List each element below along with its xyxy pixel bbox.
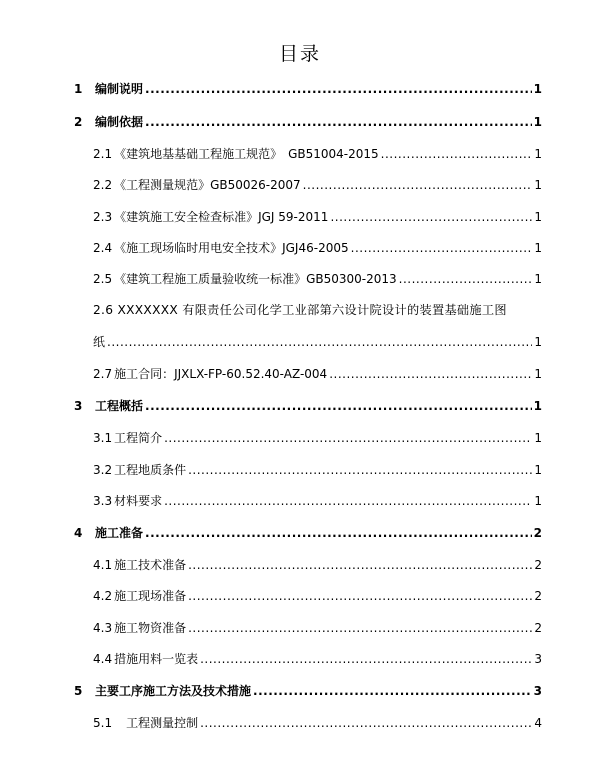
toc-entry-page: 1 [533, 115, 542, 129]
toc-entry-label: 编制依据 [95, 115, 144, 129]
toc-entry-page: 1 [534, 463, 542, 477]
toc-entry-2-1[interactable] [93, 144, 542, 164]
toc-entry-label: 《工程测量规范》GB50026-2007 [114, 178, 301, 192]
toc-leader-dots [164, 491, 532, 511]
toc-entry-page: 3 [533, 684, 542, 698]
toc-entry-1[interactable] [74, 79, 542, 99]
toc-leader-dots [145, 79, 532, 99]
toc-entry-page: 2 [534, 589, 542, 603]
toc-entry-2-7[interactable] [93, 364, 542, 384]
toc-entry-page: 1 [534, 367, 542, 381]
toc-entry-number: 1 [74, 82, 83, 96]
toc-entry-number: 2.5 [93, 272, 113, 286]
toc-leader-dots [329, 364, 532, 384]
toc-entry-page: 1 [534, 210, 542, 224]
toc-entry-page: 1 [534, 147, 542, 161]
toc-leader-dots [381, 144, 533, 164]
toc-entry-number: 4 [74, 526, 83, 540]
toc-entry-label: 《建筑施工安全检查标准》JGJ 59-2011 [114, 210, 329, 224]
toc-leader-dots [188, 586, 532, 606]
toc-entry-number: 4.1 [93, 558, 113, 572]
toc-entry-number: 4.4 [93, 652, 113, 666]
toc-entry-label: 措施用料一览表 [114, 652, 199, 666]
toc-leader-dots [188, 618, 532, 638]
toc-entry-number: 2.6 [93, 303, 114, 317]
toc-leader-dots [188, 460, 532, 480]
toc-entry-number: 2.3 [93, 210, 113, 224]
toc-entry-2-3[interactable] [93, 207, 542, 227]
toc-leader-dots [330, 207, 532, 227]
toc-leader-dots [200, 649, 532, 669]
toc-entry-label: 工程简介 [114, 431, 163, 445]
toc-entry-4-2[interactable] [93, 586, 542, 606]
toc-entry-label: XXXXXXX 有限责任公司化学工业部第六设计院设计的装置基础施工图 [117, 303, 507, 317]
toc-entry-page: 1 [533, 399, 542, 413]
toc-entry-3-3[interactable] [93, 491, 542, 511]
toc-entry-4-1[interactable] [93, 555, 542, 575]
toc-entry-label: 施工现场准备 [114, 589, 187, 603]
toc-entry-2-6-line2[interactable] [93, 332, 542, 352]
toc-entry-page: 1 [534, 431, 542, 445]
toc-entry-2-2[interactable] [93, 175, 542, 195]
toc-entry-label-continued: 纸 [93, 335, 106, 349]
toc-entry-number: 2.1 [93, 147, 113, 161]
toc-leader-dots [351, 238, 533, 258]
toc-entry-label: 工程概括 [95, 399, 144, 413]
toc-entry-label: 施工技术准备 [114, 558, 187, 572]
toc-entry-page: 2 [533, 526, 542, 540]
toc-leader-dots [253, 681, 532, 701]
toc-entry-3[interactable] [74, 396, 542, 416]
toc-entry-4-4[interactable] [93, 649, 542, 669]
toc-entry-3-1[interactable] [93, 428, 542, 448]
toc-entry-number: 3.2 [93, 463, 113, 477]
toc-leader-dots [145, 523, 532, 543]
toc-entry-number: 2.2 [93, 178, 113, 192]
toc-leader-dots [200, 713, 532, 733]
toc-entry-number: 3.3 [93, 494, 113, 508]
toc-entry-number: 3.1 [93, 431, 113, 445]
toc-entry-number: 3 [74, 399, 83, 413]
toc-leader-dots [145, 112, 532, 132]
toc-entry-label: 《施工现场临时用电安全技术》JGJ46-2005 [114, 241, 349, 255]
toc-entry-number: 2.4 [93, 241, 113, 255]
toc-entry-page: 1 [534, 241, 542, 255]
toc-entry-page: 1 [533, 82, 542, 96]
toc-leader-dots [188, 555, 532, 575]
toc-entry-number: 2 [74, 115, 83, 129]
toc-entry-number: 4.2 [93, 589, 113, 603]
toc-leader-dots [399, 269, 533, 289]
toc-entry-page: 4 [534, 716, 542, 730]
toc-entry-label: 工程测量控制 [114, 716, 199, 730]
toc-entry-label: 主要工序施工方法及技术措施 [95, 684, 252, 698]
toc-entry-page: 1 [534, 178, 542, 192]
toc-leader-dots [303, 175, 533, 195]
toc-entry-number: 4.3 [93, 621, 113, 635]
toc-entry-number: 2.7 [93, 367, 113, 381]
toc-entry-label: 编制说明 [95, 82, 144, 96]
toc-entry-label: 施工物资准备 [114, 621, 187, 635]
toc-entry-2-5[interactable] [93, 269, 542, 289]
toc-leader-dots [107, 332, 532, 352]
toc-leader-dots [164, 428, 532, 448]
toc-entry-label: 施工准备 [95, 526, 144, 540]
toc-entry-2-6-line1[interactable] [93, 300, 542, 320]
toc-entry-2-4[interactable] [93, 238, 542, 258]
toc-entry-page: 3 [534, 652, 542, 666]
toc-entry-4[interactable] [74, 523, 542, 543]
toc-entry-label: 施工合同：JJXLX-FP-60.52.40-AZ-004 [114, 367, 328, 381]
toc-entry-2[interactable] [74, 112, 542, 132]
toc-entry-label: 《建筑地基基础工程施工规范》 GB51004-2015 [114, 147, 379, 161]
toc-entry-5[interactable] [74, 681, 542, 701]
toc-leader-dots [145, 396, 532, 416]
toc-entry-page: 1 [534, 494, 542, 508]
toc-entry-number: 5.1 [93, 716, 113, 730]
toc-entry-4-3[interactable] [93, 618, 542, 638]
toc-entry-5-1[interactable] [93, 713, 542, 733]
toc-entry-label: 工程地质条件 [114, 463, 187, 477]
toc-entry-number: 5 [74, 684, 83, 698]
toc-entry-page: 2 [534, 558, 542, 572]
toc-entry-page: 1 [534, 335, 542, 349]
toc-entry-page: 1 [534, 272, 542, 286]
toc-entry-label: 材料要求 [114, 494, 163, 508]
toc-entry-page: 2 [534, 621, 542, 635]
toc-entry-label: 《建筑工程施工质量验收统一标准》GB50300-2013 [114, 272, 397, 286]
toc-entry-3-2[interactable] [93, 460, 542, 480]
toc-title: 目录 [278, 43, 321, 65]
